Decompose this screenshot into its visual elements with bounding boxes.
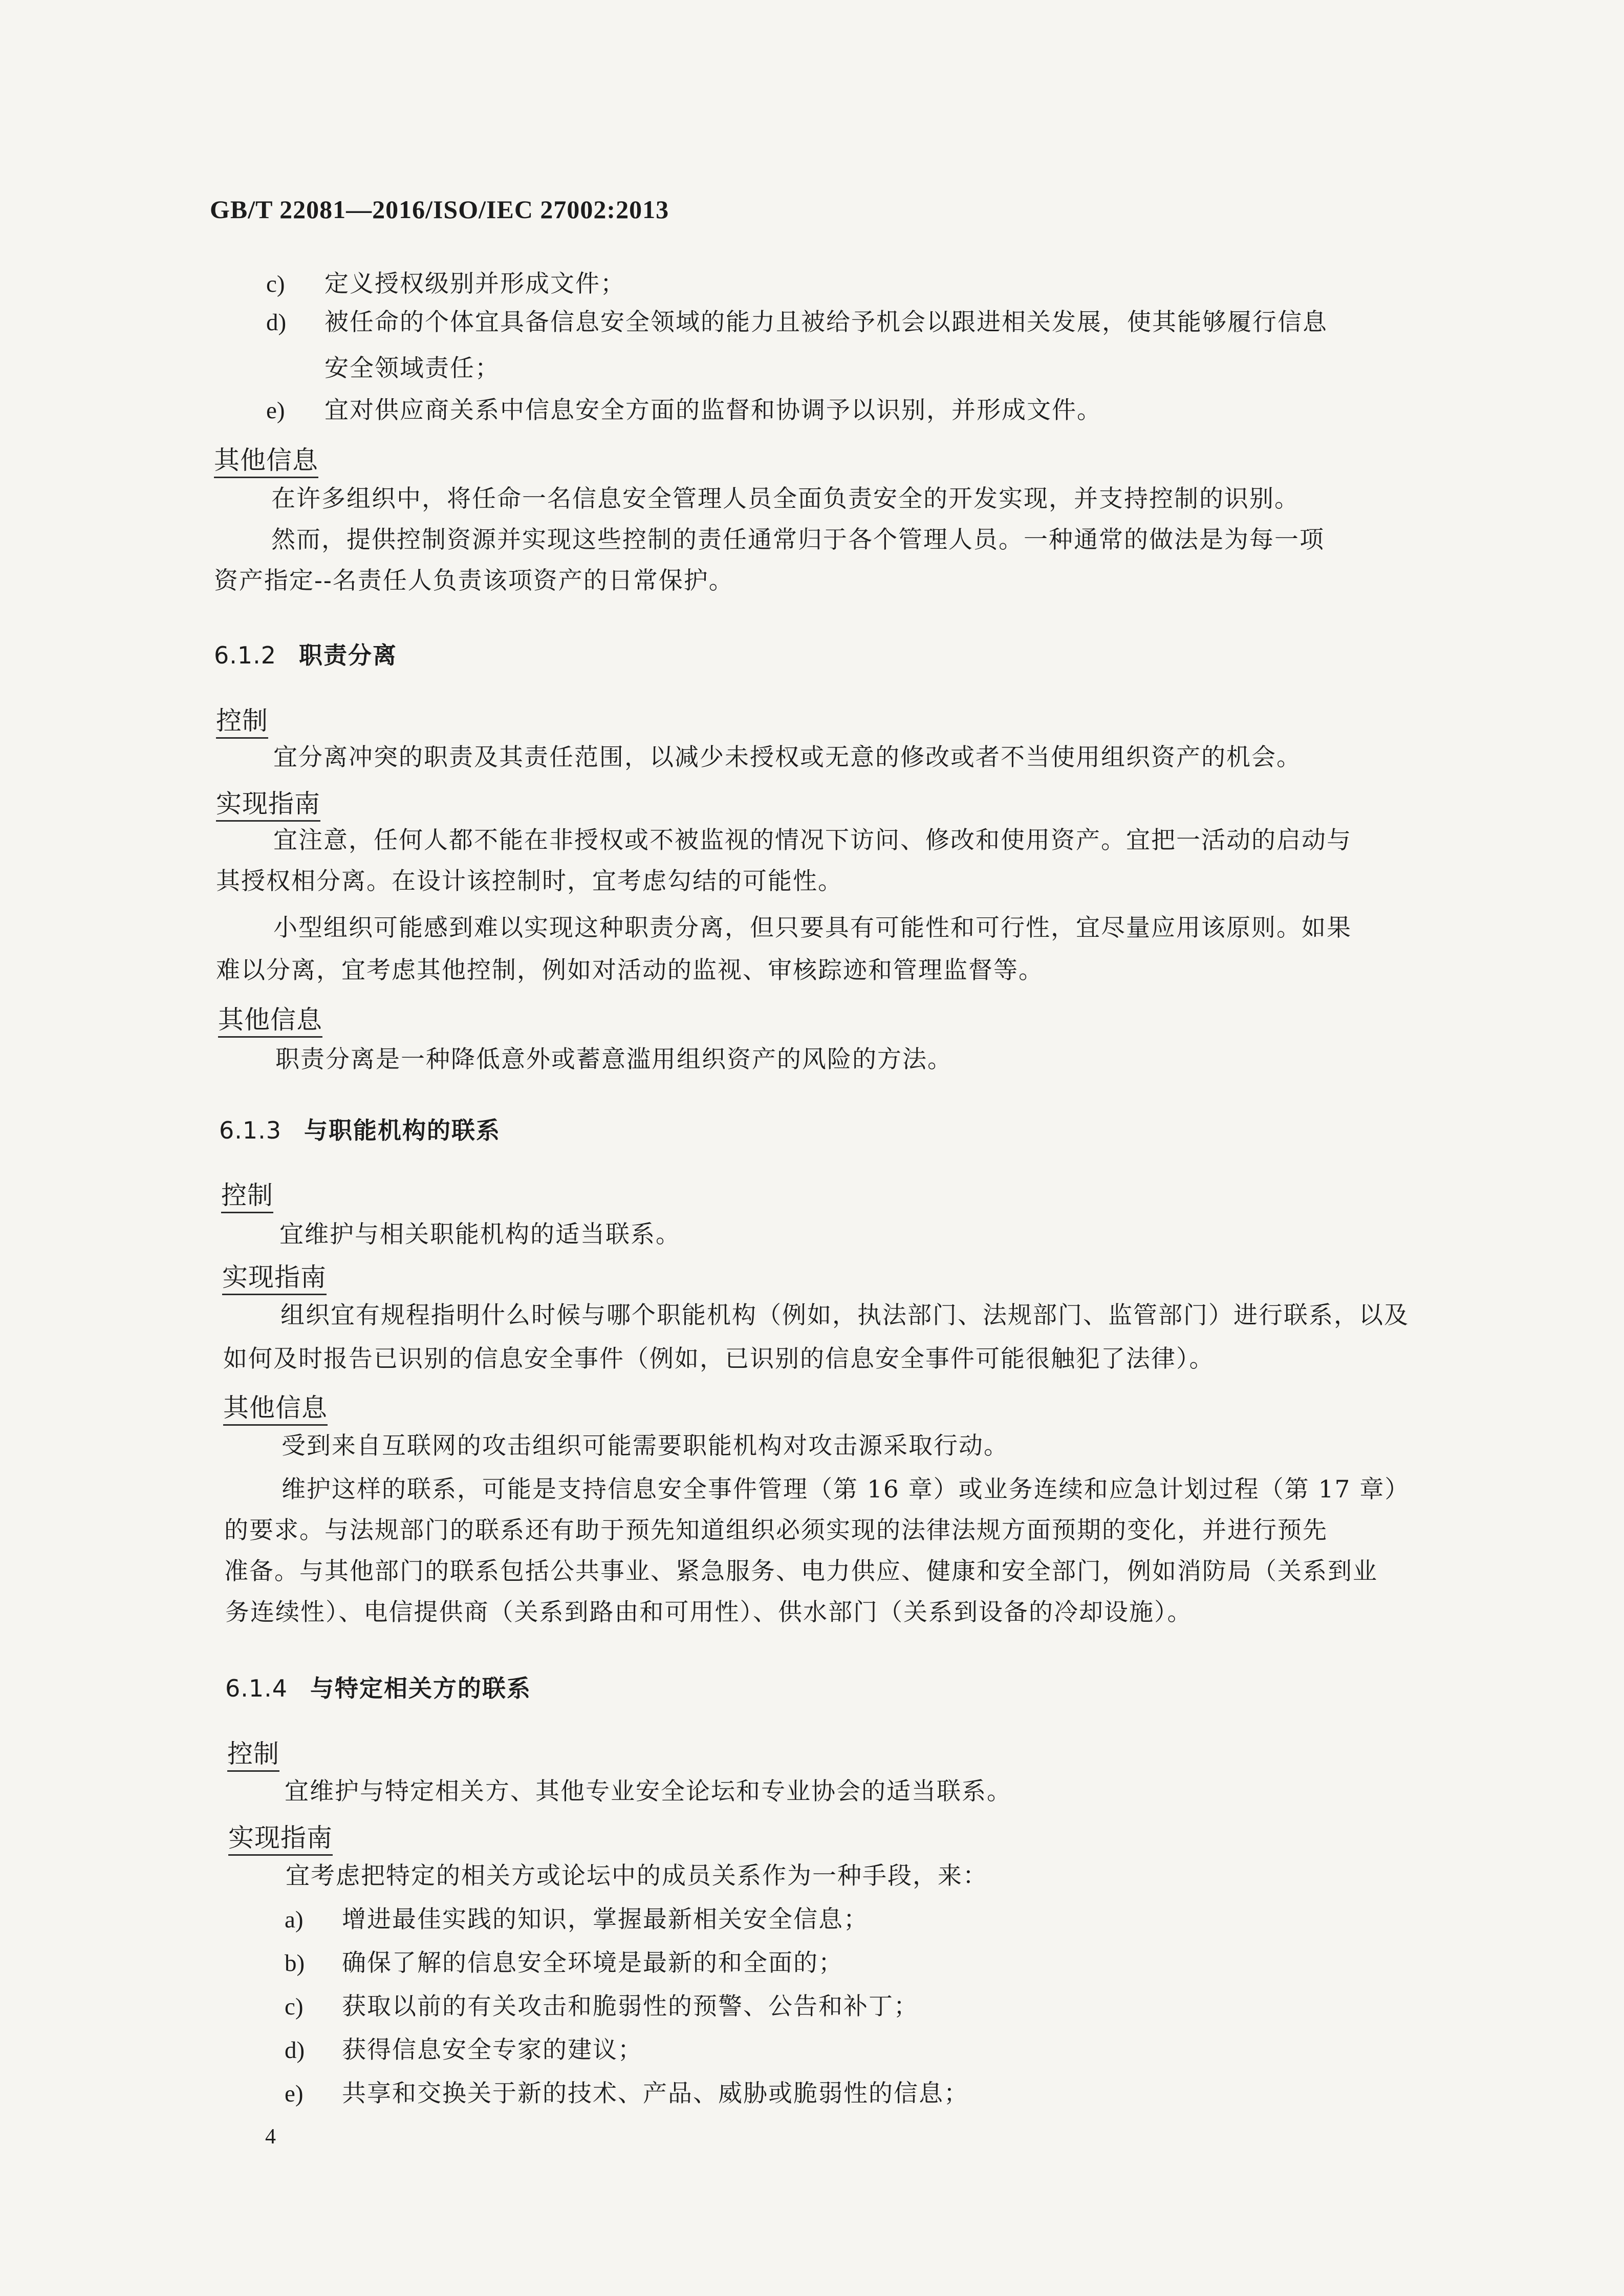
section-number: 6.1.4 (225, 1675, 288, 1702)
other-info-label: 其他信息 (223, 1392, 328, 1426)
paragraph: 资产指定--名责任人负责该项资产的日常保护。 (214, 567, 734, 595)
section-heading-6-1-2 (214, 640, 397, 671)
list-marker: e) (285, 2080, 304, 2107)
paragraph: 宜注意，任何人都不能在非授权或不被监视的情况下访问、修改和使用资产。宜把一活动的启动与 (273, 826, 1352, 854)
paragraph: 的要求。与法规部门的联系还有助于预先知道组织必须实现的法律法规方面预期的变化，并进行预先 (224, 1516, 1328, 1544)
paragraph: 然而，提供控制资源并实现这些控制的责任通常归于各个管理人员。一种通常的做法是为每一项 (271, 526, 1325, 554)
list-marker: d) (285, 2037, 305, 2064)
list-item-text: 获得信息安全专家的建议； (342, 2036, 643, 2064)
paragraph: 其授权相分离。在设计该控制时，宜考虑勾结的可能性。 (216, 867, 843, 895)
list-marker: d) (266, 309, 287, 336)
paragraph: 宜维护与相关职能机构的适当联系。 (279, 1220, 681, 1249)
list-marker: b) (285, 1950, 305, 1977)
section-title: 与特定相关方的联系 (310, 1675, 532, 1702)
paragraph: 受到来自互联网的攻击组织可能需要职能机构对攻击源采取行动。 (282, 1432, 1009, 1460)
paragraph: 难以分离，宜考虑其他控制，例如对活动的监视、审核踪迹和管理监督等。 (216, 956, 1044, 984)
other-info-label: 其他信息 (218, 1004, 322, 1038)
list-item-text: 被任命的个体宜具备信息安全领域的能力且被给予机会以跟进相关发展，使其能够履行信息 (324, 308, 1328, 336)
paragraph: 组织宜有规程指明什么时候与哪个职能机构（例如，执法部门、法规部门、监管部门）进行联系，以及 (280, 1301, 1409, 1329)
paragraph: 维护这样的联系，可能是支持信息安全事件管理（第 16 章）或业务连续和应急计划过程（第 17 章） (282, 1475, 1410, 1504)
list-marker: c) (266, 271, 285, 297)
section-heading-6-1-3 (219, 1115, 501, 1146)
list-item-text: 获取以前的有关攻击和脆弱性的预警、公告和补丁； (342, 1992, 919, 2021)
paragraph: 职责分离是一种降低意外或蓄意滥用组织资产的风险的方法。 (275, 1045, 952, 1074)
paragraph: 宜分离冲突的职责及其责任范围，以减少未授权或无意的修改或者不当使用组织资产的机会。 (273, 743, 1302, 771)
list-item-continuation: 安全领域责任； (324, 354, 500, 382)
standard-header: GB/T 22081—2016/ISO/IEC 27002:2013 (210, 195, 669, 224)
page-number: 4 (265, 2125, 276, 2149)
paragraph: 宜维护与特定相关方、其他专业安全论坛和专业协会的适当联系。 (285, 1777, 1012, 1806)
list-marker: c) (285, 1993, 304, 2020)
control-label: 控制 (216, 705, 268, 739)
guidance-label: 实现指南 (216, 788, 320, 822)
list-item-text: 定义授权级别并形成文件； (324, 270, 625, 298)
paragraph: 如何及时报告已识别的信息安全事件（例如，已识别的信息安全事件可能很触犯了法律）。 (223, 1345, 1215, 1373)
guidance-label: 实现指南 (222, 1262, 327, 1295)
paragraph: 宜考虑把特定的相关方或论坛中的成员关系作为一种手段，来： (286, 1862, 988, 1890)
section-title: 职责分离 (299, 641, 398, 669)
list-marker: e) (266, 397, 285, 424)
list-item-text: 共享和交换关于新的技术、产品、威胁或脆弱性的信息； (342, 2079, 969, 2108)
list-item-text: 增进最佳实践的知识，掌握最新相关安全信息； (342, 1905, 869, 1934)
paragraph: 务连续性）、电信提供商（关系到路由和可用性）、供水部门（关系到设备的冷却设施）。 (225, 1598, 1193, 1626)
list-item-text: 确保了解的信息安全环境是最新的和全面的； (342, 1949, 843, 1977)
other-info-label: 其他信息 (214, 445, 318, 478)
section-title: 与职能机构的联系 (304, 1117, 501, 1144)
list-marker: a) (285, 1906, 304, 1933)
control-label: 控制 (221, 1180, 273, 1213)
list-item-text: 宜对供应商关系中信息安全方面的监督和协调予以识别，并形成文件。 (324, 396, 1102, 424)
paragraph: 小型组织可能感到难以实现这种职责分离，但只要具有可能性和可行性，宜尽量应用该原则。如果 (273, 914, 1352, 942)
section-number: 6.1.2 (214, 641, 277, 669)
control-label: 控制 (227, 1739, 279, 1772)
guidance-label: 实现指南 (228, 1822, 333, 1856)
section-heading-6-1-4 (225, 1673, 531, 1704)
paragraph: 准备。与其他部门的联系包括公共事业、紧急服务、电力供应、健康和安全部门，例如消防局（关系到业 (224, 1557, 1378, 1585)
section-number: 6.1.3 (219, 1117, 282, 1144)
paragraph: 在许多组织中，将任命一名信息安全管理人员全面负责安全的开发实现，并支持控制的识别。 (271, 485, 1300, 513)
